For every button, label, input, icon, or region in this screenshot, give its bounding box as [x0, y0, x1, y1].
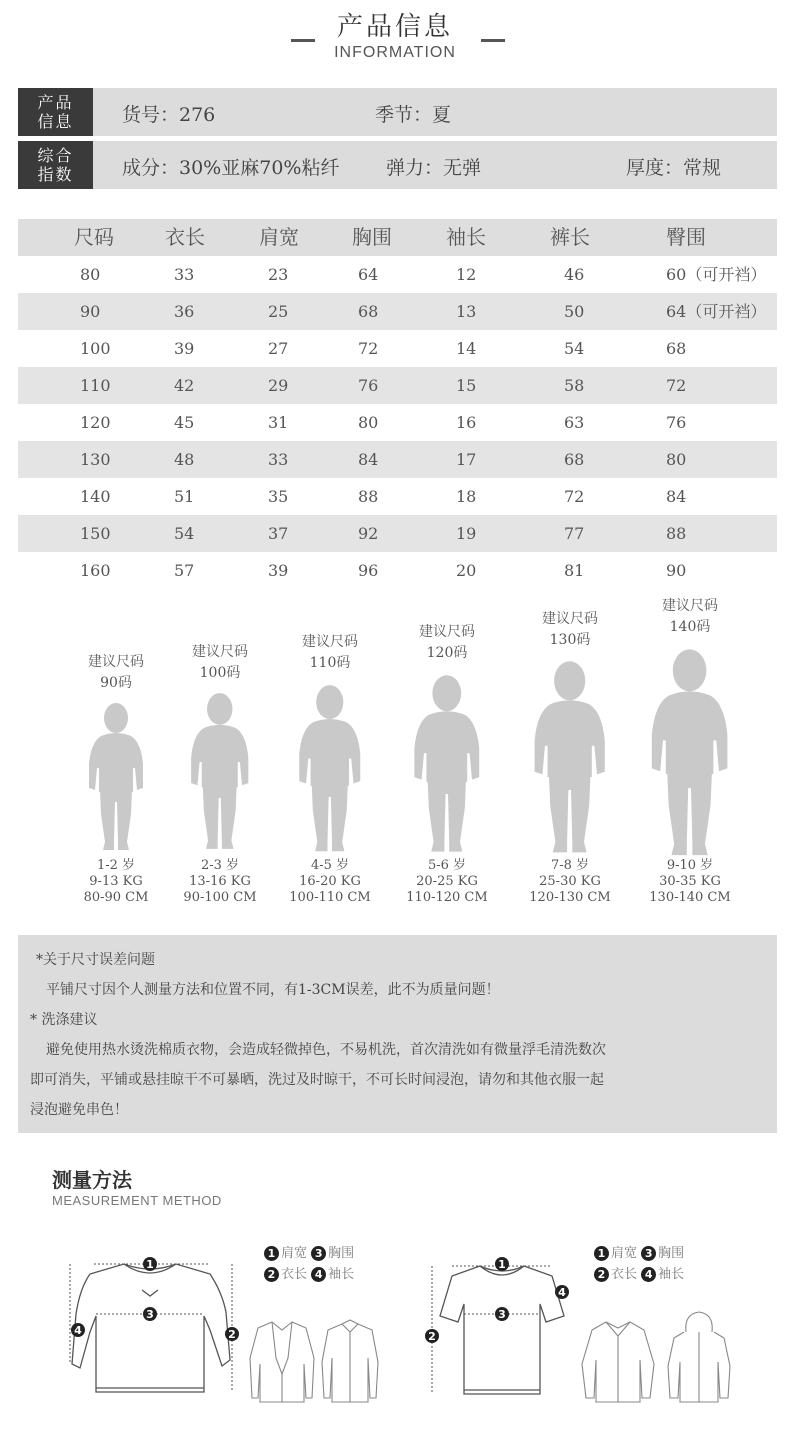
- elasticity: 弹力：无弹: [386, 157, 482, 179]
- table-cell: 88: [358, 487, 379, 506]
- number-badge: 4: [311, 1267, 326, 1282]
- child-silhouette-icon: [87, 702, 145, 852]
- figure-size-recommendation: [505, 609, 635, 651]
- weight-range: 9-13 KG: [89, 874, 143, 889]
- column-header: 裤长: [550, 225, 590, 249]
- figure-stats: [382, 858, 512, 906]
- tag-line: 信息: [37, 112, 74, 131]
- table-cell: 42: [174, 376, 195, 395]
- number-2-label: 2: [428, 1330, 436, 1343]
- child-silhouette-icon: [532, 660, 607, 855]
- table-cell: 72: [564, 487, 585, 506]
- recommend-size: 90码: [100, 675, 132, 691]
- child-silhouette-icon: [189, 692, 250, 851]
- long-sleeve-diagram: [62, 1252, 242, 1402]
- table-cell: 54: [174, 524, 195, 543]
- table-row: [18, 478, 777, 515]
- measurement-subtitle: MEASUREMENT METHOD: [52, 1193, 222, 1208]
- hoodie-sketch-icon: [664, 1310, 734, 1404]
- table-cell: 120: [80, 413, 111, 432]
- table-cell: 54: [564, 339, 585, 358]
- number-badge: 4: [641, 1267, 656, 1282]
- column-header: 尺码: [74, 225, 114, 249]
- height-range: 110-120 CM: [406, 890, 488, 905]
- table-cell: 68: [358, 302, 379, 321]
- table-cell: 160: [80, 561, 111, 580]
- number-badge: 1: [594, 1246, 609, 1261]
- recommend-size: 110码: [309, 655, 351, 671]
- measurement-legend-left: [264, 1243, 354, 1285]
- legend-sleeve: 袖长: [658, 1267, 685, 1282]
- child-silhouette-icon: [297, 684, 363, 854]
- legend-length: 衣长: [281, 1267, 308, 1282]
- size-table: [18, 219, 777, 589]
- table-cell: 16: [456, 413, 477, 432]
- table-cell: 64（可开裆）: [666, 302, 767, 321]
- legend-sleeve: 袖长: [328, 1267, 355, 1282]
- table-cell: 20: [456, 561, 477, 580]
- recommend-size: 100码: [199, 665, 241, 681]
- figure-stats: [265, 858, 395, 906]
- age-range: 4-5 岁: [310, 858, 350, 873]
- table-cell: 80: [666, 450, 687, 469]
- table-row: [18, 441, 777, 478]
- table-cell: 100: [80, 339, 111, 358]
- table-cell: 81: [564, 561, 585, 580]
- table-cell: 140: [80, 487, 111, 506]
- legend-shoulder: 肩宽: [281, 1246, 308, 1261]
- table-cell: 51: [174, 487, 195, 506]
- child-silhouette-icon: [412, 674, 482, 854]
- table-cell: 50: [564, 302, 585, 321]
- table-cell: 110: [80, 376, 111, 395]
- table-cell: 96: [358, 561, 379, 580]
- number-badge: 1: [264, 1246, 279, 1261]
- table-cell: 90: [666, 561, 687, 580]
- table-cell: 45: [174, 413, 195, 432]
- table-row: [18, 330, 777, 367]
- table-cell: 72: [358, 339, 379, 358]
- number-badge: 3: [311, 1246, 326, 1261]
- table-cell: 48: [174, 450, 195, 469]
- table-row: [18, 404, 777, 441]
- table-cell: 60（可开裆）: [666, 265, 767, 284]
- recommend-label: 建议尺码: [662, 598, 718, 614]
- figure-size-recommendation: [625, 596, 755, 638]
- recommend-label: 建议尺码: [88, 654, 144, 670]
- number-badge: 2: [594, 1267, 609, 1282]
- table-cell: 15: [456, 376, 477, 395]
- number-badge: 3: [641, 1246, 656, 1261]
- column-header: 臀围: [666, 225, 706, 249]
- size-table-header: [18, 219, 777, 256]
- table-cell: 19: [456, 524, 477, 543]
- composite-info-tag: [18, 141, 93, 189]
- recommend-size: 140码: [669, 619, 711, 635]
- height-range: 80-90 CM: [83, 890, 149, 905]
- weight-range: 25-30 KG: [539, 874, 601, 889]
- weight-range: 20-25 KG: [416, 874, 478, 889]
- number-3-label: 3: [498, 1308, 506, 1321]
- recommend-size: 120码: [426, 645, 468, 661]
- table-cell: 88: [666, 524, 687, 543]
- recommend-label: 建议尺码: [192, 644, 248, 660]
- thickness: 厚度：常规: [626, 157, 722, 179]
- number-badge: 2: [264, 1267, 279, 1282]
- table-cell: 130: [80, 450, 111, 469]
- composite-info-row: [18, 141, 777, 189]
- table-cell: 36: [174, 302, 195, 321]
- age-range: 7-8 岁: [550, 858, 590, 873]
- table-cell: 39: [268, 561, 289, 580]
- table-cell: 84: [666, 487, 687, 506]
- table-cell: 72: [666, 376, 687, 395]
- legend-shoulder: 肩宽: [611, 1246, 638, 1261]
- number-3-label: 3: [146, 1308, 154, 1321]
- table-cell: 68: [564, 450, 585, 469]
- table-row: [18, 256, 777, 293]
- number-4-label: 4: [74, 1324, 82, 1337]
- table-cell: 18: [456, 487, 477, 506]
- tag-line: 综合: [37, 146, 74, 165]
- short-sleeve-diagram: [422, 1254, 572, 1404]
- table-cell: 13: [456, 302, 477, 321]
- table-row: [18, 552, 777, 589]
- weight-range: 30-35 KG: [659, 874, 721, 889]
- number-1-label: 1: [498, 1258, 506, 1271]
- table-cell: 23: [268, 265, 289, 284]
- table-cell: 64: [358, 265, 379, 284]
- table-cell: 29: [268, 376, 289, 395]
- height-range: 100-110 CM: [289, 890, 371, 905]
- measurement-legend-right: [594, 1243, 684, 1285]
- table-cell: 33: [174, 265, 195, 284]
- figure-stats: [625, 858, 755, 906]
- product-info-tag: [18, 88, 93, 136]
- column-header: 肩宽: [259, 225, 299, 249]
- age-range: 5-6 岁: [427, 858, 467, 873]
- height-range: 130-140 CM: [649, 890, 731, 905]
- table-row: [18, 293, 777, 330]
- number-1-label: 1: [146, 1258, 154, 1271]
- table-cell: 31: [268, 413, 289, 432]
- table-cell: 92: [358, 524, 379, 543]
- product-info-row: [18, 88, 777, 136]
- table-cell: 25: [268, 302, 289, 321]
- washing-title: * 洗涤建议: [30, 1012, 98, 1028]
- table-cell: 80: [80, 265, 101, 284]
- legend-chest: 胸围: [658, 1246, 685, 1261]
- table-cell: 77: [564, 524, 585, 543]
- table-cell: 58: [564, 376, 585, 395]
- page-title: 产品信息: [336, 12, 453, 42]
- legend-chest: 胸围: [328, 1246, 355, 1261]
- figure-stats: [505, 858, 635, 906]
- figure-size-recommendation: [265, 632, 395, 674]
- table-cell: 63: [564, 413, 585, 432]
- table-row: [18, 515, 777, 552]
- page-header: [0, 0, 790, 80]
- table-row: [18, 367, 777, 404]
- table-cell: 14: [456, 339, 477, 358]
- recommend-label: 建议尺码: [542, 611, 598, 627]
- washing-text-line: 避免使用热水烫洗棉质衣物，会造成轻微掉色，不易机洗，首次清洗如有微量浮毛清洗数次: [46, 1042, 606, 1058]
- age-range: 2-3 岁: [200, 858, 240, 873]
- item-number: 货号：276: [122, 104, 216, 126]
- table-cell: 57: [174, 561, 195, 580]
- age-range: 1-2 岁: [96, 858, 136, 873]
- table-cell: 90: [80, 302, 101, 321]
- washing-text-line: 即可消失，平铺或悬挂晾干不可暴晒，洗过及时晾干，不可长时间浸泡，请勿和其他衣服一起: [30, 1072, 604, 1088]
- weight-range: 13-16 KG: [189, 874, 251, 889]
- washing-text-line: 浸泡避免串色！: [30, 1102, 128, 1118]
- table-cell: 80: [358, 413, 379, 432]
- notes-panel: [18, 935, 777, 1133]
- page-subtitle: INFORMATION: [334, 44, 456, 61]
- table-cell: 12: [456, 265, 477, 284]
- figure-size-recommendation: [382, 622, 512, 664]
- table-cell: 37: [268, 524, 289, 543]
- age-range: 9-10 岁: [666, 858, 714, 873]
- season: 季节：夏: [375, 104, 452, 126]
- recommend-size: 130码: [549, 632, 591, 648]
- blazer-sketch-icon: [246, 1318, 318, 1404]
- number-2-label: 2: [228, 1328, 236, 1341]
- table-cell: 84: [358, 450, 379, 469]
- legend-length: 衣长: [611, 1267, 638, 1282]
- table-cell: 76: [666, 413, 687, 432]
- size-error-text: 平铺尺寸因个人测量方法和位置不同，有1-3CM误差，此不为质量问题！: [46, 982, 500, 998]
- table-cell: 39: [174, 339, 195, 358]
- table-cell: 35: [268, 487, 289, 506]
- weight-range: 16-20 KG: [299, 874, 361, 889]
- table-cell: 76: [358, 376, 379, 395]
- recommend-label: 建议尺码: [419, 624, 475, 640]
- column-header: 胸围: [352, 225, 392, 249]
- table-cell: 150: [80, 524, 111, 543]
- table-cell: 68: [666, 339, 687, 358]
- recommend-label: 建议尺码: [302, 634, 358, 650]
- number-4-label: 4: [558, 1286, 566, 1299]
- tag-line: 产品: [37, 93, 74, 112]
- column-header: 袖长: [446, 225, 486, 249]
- table-cell: 17: [456, 450, 477, 469]
- table-cell: 27: [268, 339, 289, 358]
- column-header: 衣长: [165, 225, 205, 249]
- material: 成分：30%亚麻70%粘纤: [122, 157, 340, 179]
- blouse-sketch-icon: [578, 1318, 658, 1404]
- size-error-title: *关于尺寸误差问题: [36, 952, 155, 968]
- child-silhouette-icon: [649, 648, 730, 858]
- table-cell: 33: [268, 450, 289, 469]
- tag-line: 指数: [37, 165, 74, 184]
- shirt-sketch-icon: [320, 1318, 380, 1404]
- table-cell: 46: [564, 265, 585, 284]
- measurement-title: 测量方法: [52, 1168, 132, 1192]
- height-range: 120-130 CM: [529, 890, 611, 905]
- height-range: 90-100 CM: [183, 890, 257, 905]
